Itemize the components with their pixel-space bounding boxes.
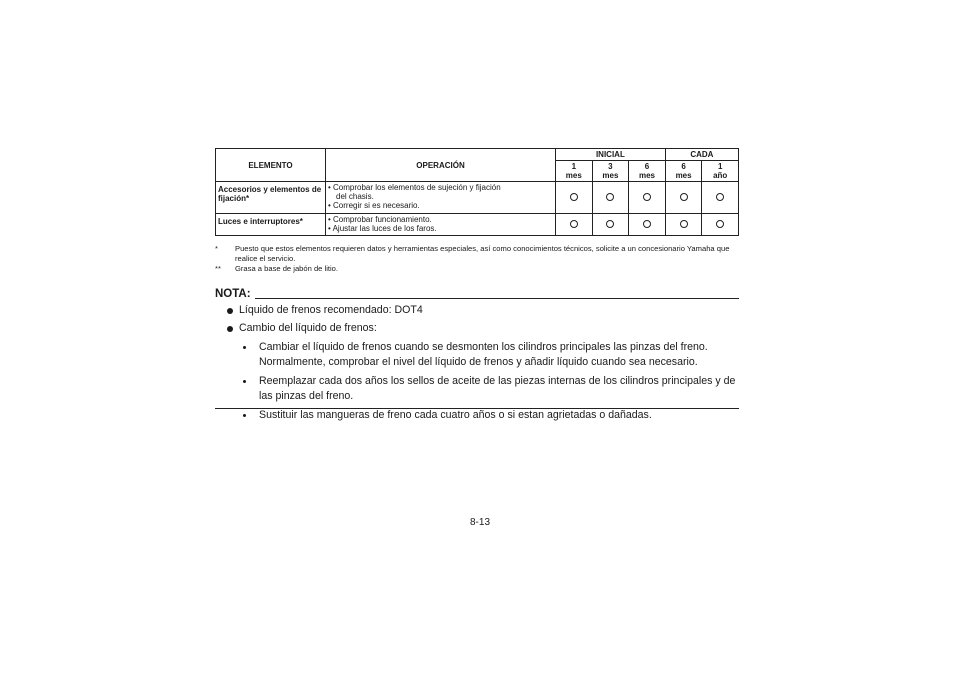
list-item: Cambio del líquido de frenos: [215, 321, 739, 336]
circle-mark-icon [643, 220, 651, 228]
interval-mark [702, 214, 739, 236]
header-elemento: ELEMENTO [216, 149, 326, 182]
circle-mark-icon [606, 220, 614, 228]
footnote: ** Grasa a base de jabón de litio. [215, 264, 339, 273]
row-element: Luces e interruptores* [216, 214, 326, 236]
page-number: 8-13 [469, 517, 490, 528]
sub-bullet-icon [243, 414, 246, 417]
interval-mark [702, 182, 739, 214]
sub-bullet-icon [243, 346, 246, 349]
table-row [216, 182, 739, 214]
sub-list-item: Reemplazar cada dos años los sellos de aceite de las piezas internas de los cilindros principales y de las pinzas del freno. [215, 374, 739, 404]
interval-mark [665, 214, 702, 236]
interval-mark [592, 214, 629, 236]
circle-mark-icon [606, 193, 614, 201]
circle-mark-icon [570, 193, 578, 201]
bullet-icon [227, 308, 233, 314]
interval-mark [629, 182, 666, 214]
circle-mark-icon [570, 220, 578, 228]
divider [255, 298, 739, 299]
maintenance-table [215, 148, 739, 236]
table-row [216, 214, 739, 236]
footnotes [215, 244, 739, 274]
interval-mark [592, 182, 629, 214]
header-operacion: OPERACIÓN [326, 149, 556, 182]
circle-mark-icon [680, 193, 688, 201]
row-element: Accesorios y elementos de fijación* [216, 182, 326, 214]
row-operation: • Comprobar los elementos de sujeción y fijación del chasis. • Corregir si es necesario. [326, 182, 556, 214]
header-interval-1: 1 mes [556, 161, 593, 182]
footnote: * Puesto que estos elementos requieren datos y herramientas especiales, así como conocimientos técnicos, solicite a un concesionario Yamaha que realice el servicio. [215, 244, 730, 263]
sub-list-item: Cambiar el líquido de frenos cuando se desmonten los cilindros principales las pinzas del freno. Normalmente, comprobar el nivel del líquido de frenos y añadir líquido cuando sea necesario. [215, 340, 739, 370]
header-interval-2: 3 mes [592, 161, 629, 182]
interval-mark [556, 182, 593, 214]
sub-bullet-icon [243, 380, 246, 383]
header-inicial: INICIAL [556, 149, 666, 161]
circle-mark-icon [716, 193, 724, 201]
list-item: Líquido de frenos recomendado: DOT4 [215, 303, 739, 318]
circle-mark-icon [643, 193, 651, 201]
header-interval-3: 6 mes [629, 161, 666, 182]
sub-list-item: Sustituir las mangueras de freno cada cuatro años o si estan agrietadas o dañadas. [215, 408, 739, 423]
circle-mark-icon [680, 220, 688, 228]
interval-mark [556, 214, 593, 236]
nota-body [215, 300, 739, 423]
nota-title: NOTA: [215, 288, 251, 300]
divider [215, 408, 739, 409]
header-interval-4: 6 mes [665, 161, 702, 182]
row-operation: • Comprobar funcionamiento. • Ajustar las luces de los faros. [326, 214, 556, 236]
header-interval-5: 1 año [702, 161, 739, 182]
header-cada: CADA [665, 149, 738, 161]
bullet-icon [227, 326, 233, 332]
circle-mark-icon [716, 220, 724, 228]
interval-mark [629, 214, 666, 236]
interval-mark [665, 182, 702, 214]
